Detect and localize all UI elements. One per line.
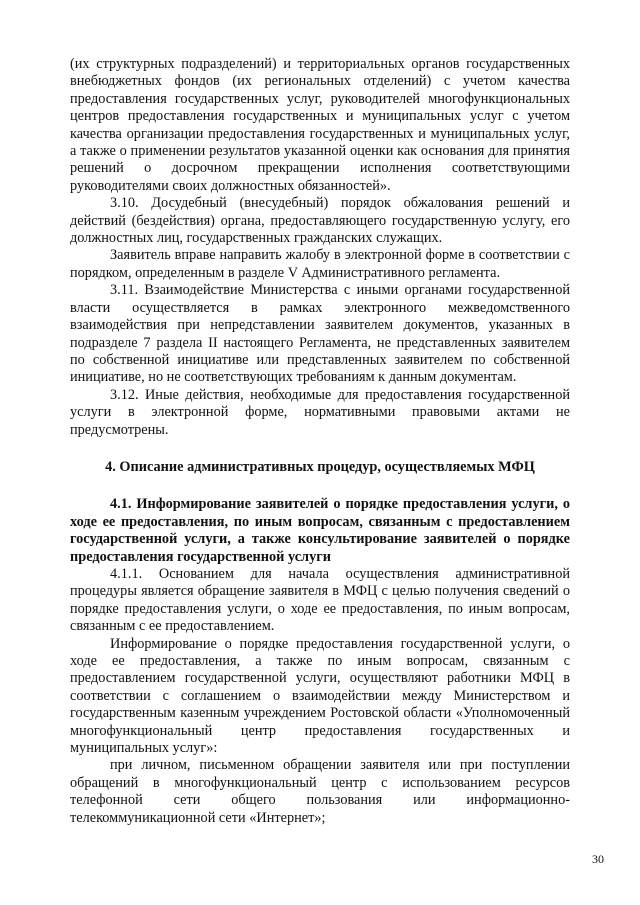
paragraph-3-10: 3.10. Досудебный (внесудебный) порядок обжалования решений и действий (бездействия) органа, предоставляющего государственную услугу, его должностных лиц, государственных гражданских служащих. [70, 195, 570, 247]
paragraph-continuation: (их структурных подразделений) и территориальных органов государственных внебюджетных фондов (их региональных отделений) с учетом качества предоставления государственных услуг, руководителей многофункциональных центров предоставления государственных и муниципальных услуг с учетом качества организации предоставления государственных и муниципальных услуг, а также о применении результатов указанной оценки как основания для принятия решений о досрочном прекращении исполнения соответствующими руководителями своих должностных обязанностей». [70, 56, 570, 194]
paragraph-3-12: 3.12. Иные действия, необходимые для предоставления государственной услуги в электронной форме, нормативными правовыми актами не предусмотрены. [70, 386, 570, 438]
paragraph-informing: Информирование о порядке предоставления государственной услуги, о ходе ее предоставления, а также по иным вопросам, связанным с предоставлением государственной услуги, осуществляют работники МФЦ в соответствии с соглашением о взаимодействии между Министерством и государственным казенным учреждением Ростовской области «Уполномоченный многофункциональный центр предоставления государственных и муниципальных услуг»: [70, 635, 570, 757]
spacer [70, 476, 570, 496]
section-heading-4: 4. Описание административных процедур, осуществляемых МФЦ [105, 458, 535, 475]
page-body [70, 56, 570, 827]
paragraph-3-11: 3.11. Взаимодействие Министерства с иными органами государственной власти осуществляется в рамках электронного межведомственного взаимодействия при непредставлении заявителем документов, указанных в подразделе 7 раздела II настоящего Регламента, не представленных заявителем по собственной инициативе или представленных заявителем по собственной инициативе, но не соответствующих требованиям к данным документам. [70, 282, 570, 386]
spacer [70, 439, 570, 459]
paragraph-complaint: Заявитель вправе направить жалобу в электронной форме в соответствии с порядком, определенным в разделе V Административного регламента. [70, 247, 570, 281]
paragraph-personal-appeal: при личном, письменном обращении заявителя или при поступлении обращений в многофункциональный центр с использованием ресурсов телефонной сети общего пользования или информационно-телекоммуникационной сети «Интернет»; [70, 757, 570, 826]
page-number: 30 [592, 852, 604, 866]
subsection-heading-4-1: 4.1. Информирование заявителей о порядке предоставления услуги, о ходе ее предоставления, по иным вопросам, связанным с предоставлением государственной услуги, а также консультирование заявителей о порядке предоставления государственной услуги [70, 496, 570, 565]
paragraph-4-1-1: 4.1.1. Основанием для начала осуществления административной процедуры является обращение заявителя в МФЦ с целью получения сведений о порядке предоставления услуги, о ходе ее предоставления, по иным вопросам, связанным с ее предоставлением. [70, 565, 570, 635]
